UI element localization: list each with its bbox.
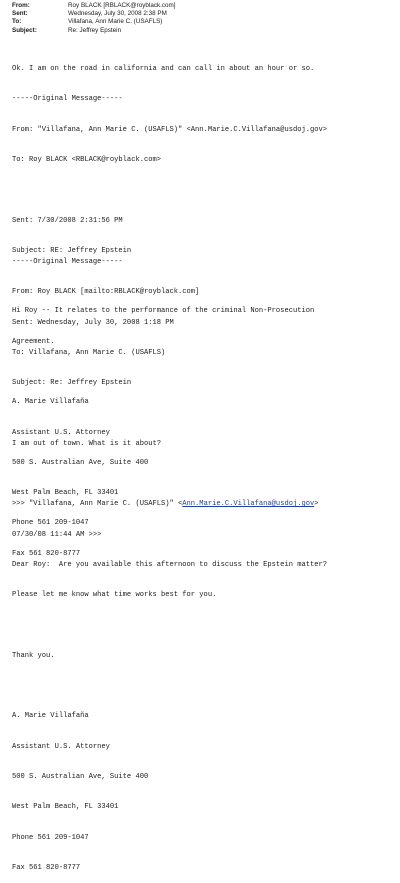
subject-label: Subject: xyxy=(12,26,37,34)
signature-title: Assistant U.S. Attorney xyxy=(12,742,110,751)
from-label: From: xyxy=(12,2,30,9)
original-message-separator: -----Original Message----- xyxy=(12,258,123,267)
header-to-row xyxy=(12,18,392,26)
to-value: Villafana, Ann Marie C. (USAFLS) xyxy=(68,18,163,26)
quoted-header-suffix: > xyxy=(314,500,319,509)
signature-name: A. Marie Villafaña xyxy=(12,398,89,407)
original-message-separator: -----Original Message----- xyxy=(12,95,123,104)
signature-fax: Fax 561 820-8777 xyxy=(12,549,81,558)
signature-fax: Fax 561 820-8777 xyxy=(12,863,81,872)
signature-title: Assistant U.S. Attorney xyxy=(12,428,110,437)
signature-city: West Palm Beach, FL 33401 xyxy=(12,803,119,812)
message-text-continued: Agreement. xyxy=(12,337,55,346)
thanks-text: Thank you. xyxy=(12,651,55,660)
original-to: To: Roy BLACK <RBLACK@royblack.com> xyxy=(12,156,161,165)
email-header xyxy=(12,2,392,35)
reply-text: Ok. I am on the road in california and can call in about an hour or so. xyxy=(12,65,315,74)
quoted-header-prefix: >>> "Villafana, Ann Marie C. (USAFLS)" < xyxy=(12,500,183,509)
quoted-text: Dear Roy: Are you available this afternoon to discuss the Epstein matter? xyxy=(12,561,328,569)
email-link[interactable]: Ann.Marie.C.Villafana@usdoj.gov xyxy=(182,500,315,509)
signature-phone: Phone 561 209-1047 xyxy=(12,519,89,528)
signature-name: A. Marie Villafaña xyxy=(12,712,89,721)
original-sent: Sent: 7/30/2008 2:31:56 PM xyxy=(12,216,123,225)
quoted-text-continued: Please let me know what time works best for you. xyxy=(12,591,217,600)
original-subject: Subject: RE: Jeffrey Epstein xyxy=(12,246,132,255)
sent-label: Sent: xyxy=(12,10,28,18)
header-from-row xyxy=(12,2,392,10)
subject-value: Re: Jeffrey Epstein xyxy=(68,26,122,34)
header-sent-row xyxy=(12,10,392,18)
quoted-header xyxy=(12,499,396,509)
sent-value: Wednesday, July 30, 2008 2:38 PM xyxy=(68,10,167,18)
signature-phone: Phone 561 209-1047 xyxy=(12,833,89,842)
signature-city: West Palm Beach, FL 33401 xyxy=(12,489,119,498)
header-subject-row xyxy=(12,27,392,35)
message-text: Hi Roy -- It relates to the performance of the criminal Non-Prosecution xyxy=(12,307,315,316)
original-sent: Sent: Wednesday, July 30, 2008 1:18 PM xyxy=(12,318,174,327)
original-from: From: "Villafana, Ann Marie C. (USAFLS)" <Ann.Marie.C.Villafana@usdoj.gov> xyxy=(12,125,328,134)
original-from: From: Roy BLACK [mailto:RBLACK@royblack.com] xyxy=(12,288,200,297)
original-subject: Subject: Re: Jeffrey Epstein xyxy=(12,379,132,388)
quoted-date: 07/30/08 11:44 AM >>> xyxy=(12,530,102,539)
message-text: I am out of town. What is it about? xyxy=(12,439,161,448)
original-to: To: Villafana, Ann Marie C. (USAFLS) xyxy=(12,349,166,358)
signature-address: 500 S. Australian Ave, Suite 400 xyxy=(12,458,149,467)
to-label: To: xyxy=(12,18,22,26)
from-value: Roy BLACK [RBLACK@royblack.com] xyxy=(68,2,176,9)
email-body-bottom xyxy=(12,237,396,883)
signature-address: 500 S. Australian Ave, Suite 400 xyxy=(12,772,149,781)
